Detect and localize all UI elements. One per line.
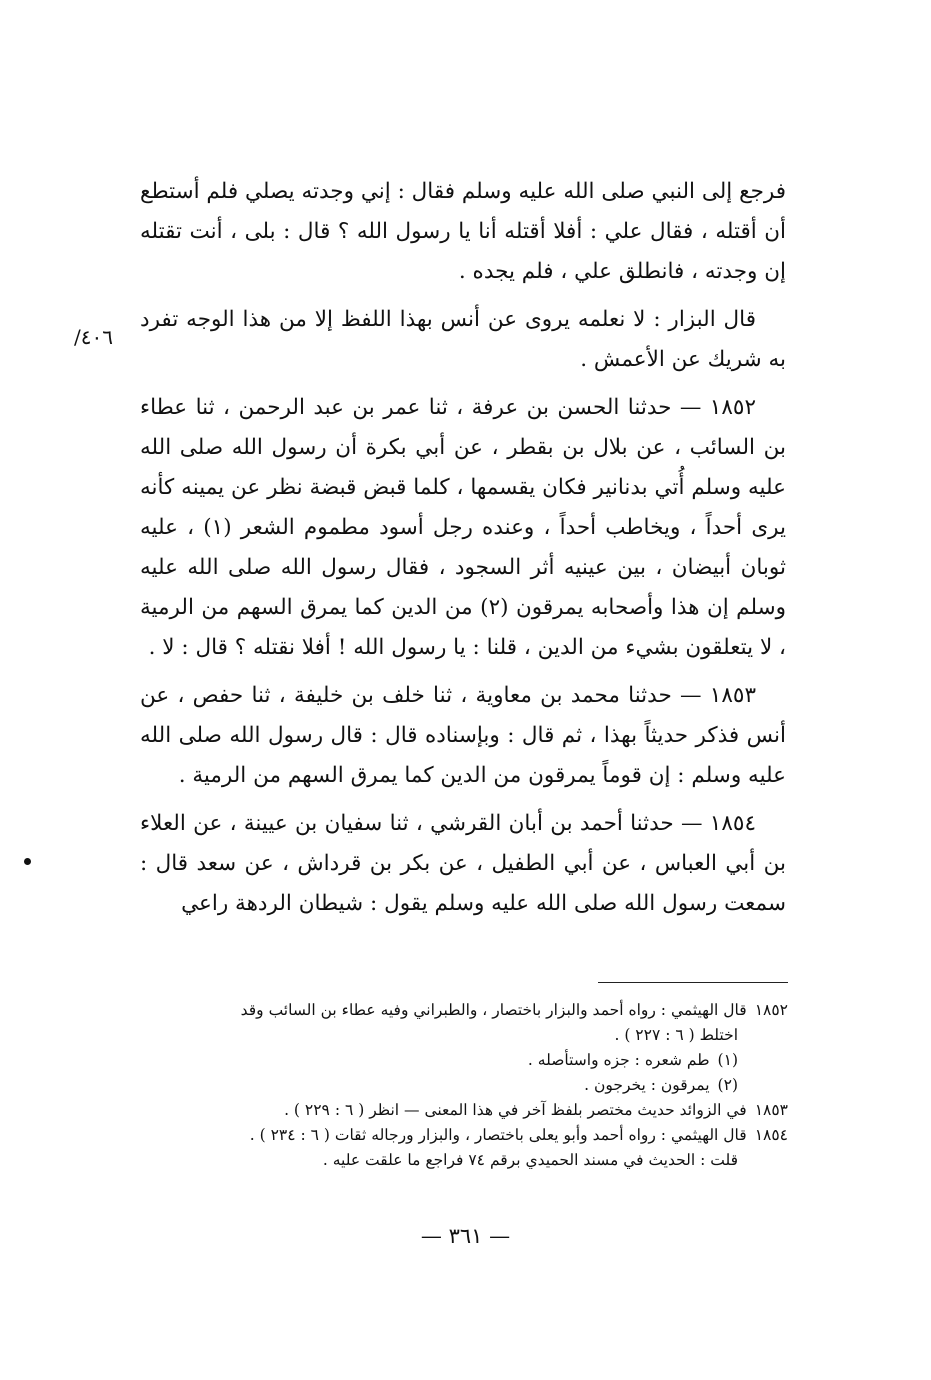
page-number: — ٣٦١ —: [420, 1224, 511, 1248]
margin-manuscript-reference: ٤٠٦/: [74, 325, 113, 349]
hadith-1853: ١٨٥٣ — حدثنا محمد بن معاوية ، ثنا خلف بن خليفة ، ثنا حفص ، عن أنس فذكر حديثاً بهذا ، ثم قال : وبإسناده قال : قال رسول الله صلى الله عليه وسلم : إن قوماً يمرقون من الدين كما يمرق السهم من الرمية .: [140, 683, 786, 788]
footnote-text: قال الهيثمي : رواه أحمد وأبو يعلى باختصار ، والبزار ورجاله ثقات ( ٦ : ٢٣٤ ) .: [249, 1126, 747, 1144]
footnote-text: يمرقون : يخرجون .: [584, 1076, 710, 1094]
main-text: [140, 172, 786, 932]
footnote-2: [150, 1073, 788, 1098]
paragraph-bazzar-comment: قال البزار : لا نعلمه يروى عن أنس بهذا اللفظ إلا من هذا الوجه تفرد به شريك عن الأعمش .: [140, 307, 786, 372]
footnote-1852: [150, 998, 788, 1023]
footnote-text: في الزوائد حديث مختصر بلفظ آخر في هذا المعنى — انظر ( ٦ : ٢٢٩ ) .: [284, 1101, 747, 1119]
paragraph-continuation: فرجع إلى النبي صلى الله عليه وسلم فقال : إني وجدته يصلي فلم أستطع أن أقتله ، فقال علي : أفلا أقتله أنا يا رسول الله ؟ قال : بلى ، أنت تقتله إن وجدته ، فانطلق علي ، فلم يجده .: [140, 179, 786, 284]
footnote-divider: [598, 982, 788, 983]
footnote-1853: [150, 1098, 788, 1123]
footnote-1854: [150, 1123, 788, 1148]
footnote-number: ١٨٥٣: [754, 1101, 788, 1119]
footnote-text: طم شعره : جزه واستأصله .: [527, 1051, 710, 1069]
footnotes: [150, 998, 788, 1173]
footnote-1: [150, 1048, 788, 1073]
hadith-1852: ١٨٥٢ — حدثنا الحسن بن عرفة ، ثنا عمر بن عبد الرحمن ، ثنا عطاء بن السائب ، عن بلال بن بقطر ، عن أبي بكرة أن رسول الله صلى الله عليه وسلم أُتي بدنانير فكان يقسمها ، كلما قبض قبضة نظر عن يمينه كأنه يرى أحداً ، ويخاطب أحداً ، وعنده رجل أسود مطموم الشعر (١) ، عليه ثوبان أبيضان ، بين عينيه أثر السجود ، فقال رسول الله صلى الله عليه وسلم إن هذا وأصحابه يمرقون (٢) من الدين كما يمرق السهم من الرمية ، لا يتعلقون بشيء من الدين ، قلنا : يا رسول الله ! أفلا نقتله ؟ قال : لا .: [140, 395, 787, 660]
footnote-1852-continuation: اختلط ( ٦ : ٢٢٧ ) .: [614, 1026, 738, 1044]
footnote-number: ١٨٥٢: [754, 1001, 788, 1019]
footnote-number: (٢): [717, 1076, 738, 1094]
margin-dot: [24, 858, 31, 865]
footnote-number: ١٨٥٤: [754, 1126, 788, 1144]
footnote-1854-continuation: قلت : الحديث في مسند الحميدي برقم ٧٤ فراجع ما علقت عليه .: [322, 1151, 738, 1169]
hadith-1854: ١٨٥٤ — حدثنا أحمد بن أبان القرشي ، ثنا سفيان بن عيينة ، عن العلاء بن أبي العباس ، عن أبي الطفيل ، عن بكر بن قرداش ، عن سعد قال : سمعت رسول الله صلى الله عليه وسلم يقول : شيطان الردهة راعي: [140, 811, 786, 916]
footnote-text: قال الهيثمي : رواه أحمد والبزار باختصار ، والطبراني وفيه عطاء بن السائب وقد: [240, 1001, 747, 1019]
footnote-number: (١): [717, 1051, 738, 1069]
